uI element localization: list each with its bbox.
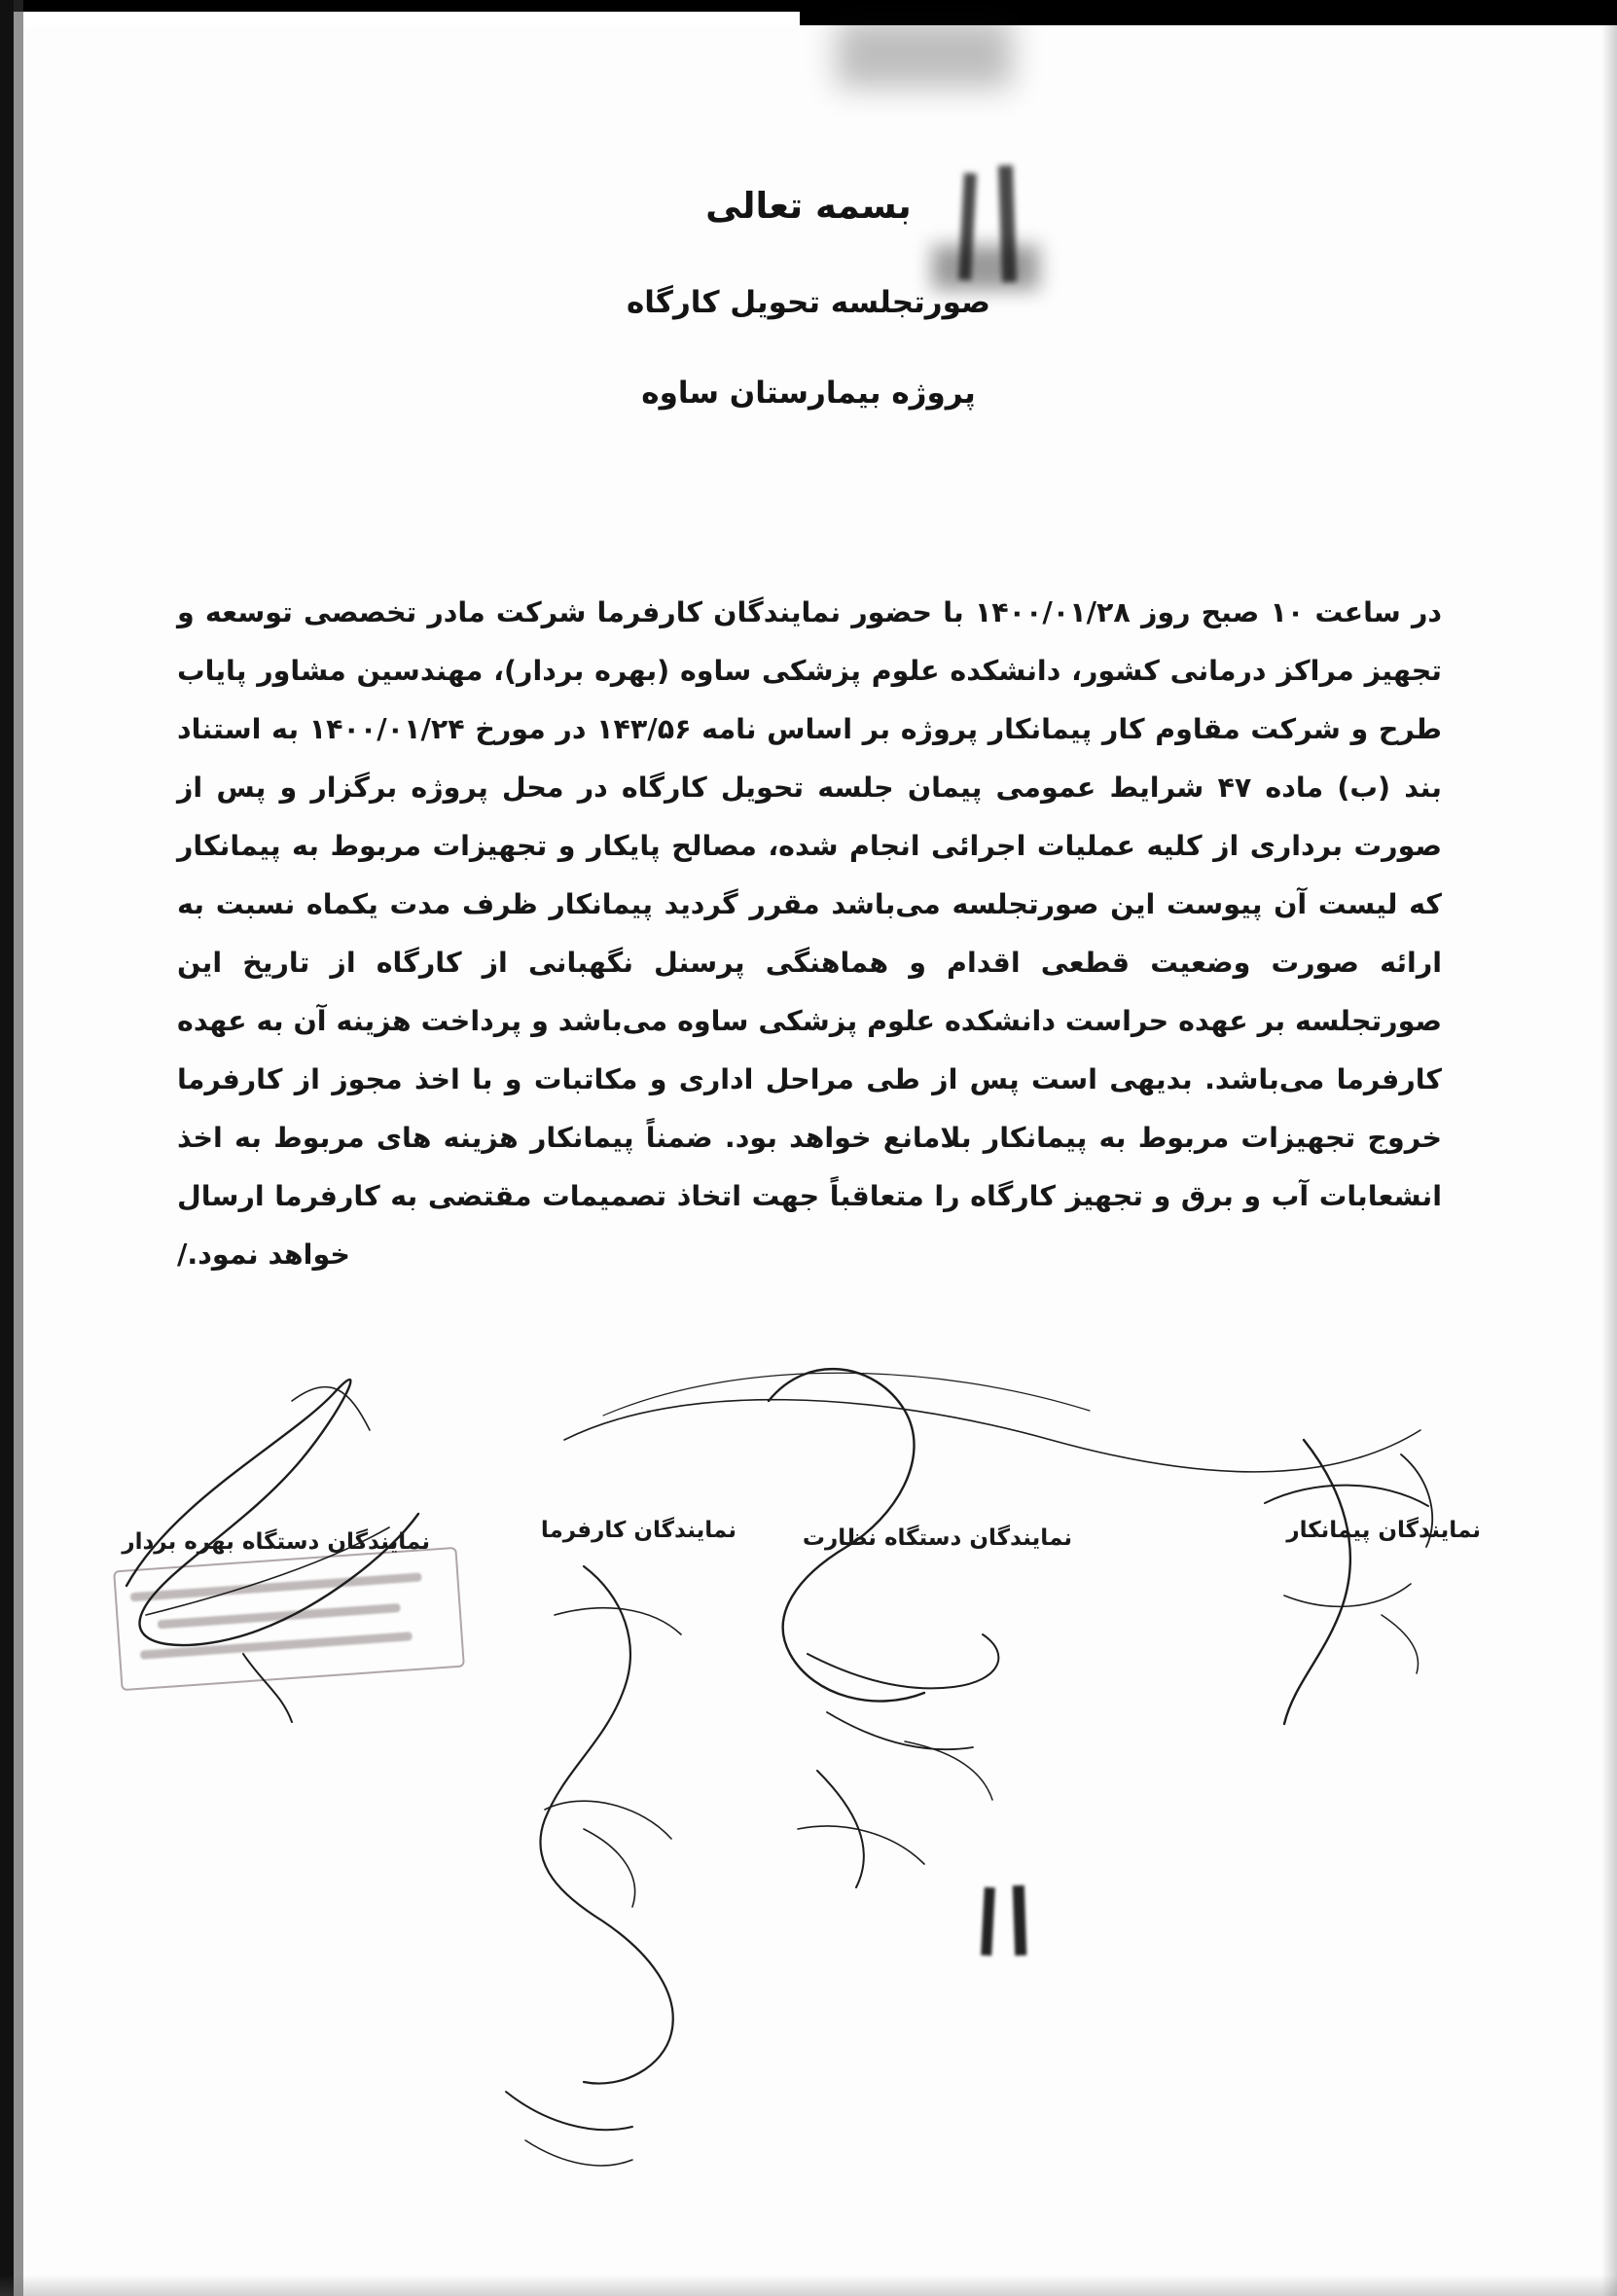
signature-label-employer: نمایندگان کارفرما — [540, 1518, 737, 1543]
stamp-line-1 — [130, 1572, 422, 1601]
signature-label-operator: نمایندگان دستگاه بهره بردار — [122, 1529, 430, 1555]
scan-noise-bottom — [0, 2275, 1617, 2296]
stamp-line-2 — [158, 1603, 401, 1629]
project-subtitle: پروژه بیمارستان ساوه — [641, 376, 976, 411]
body-paragraph: در ساعت ۱۰ صبح روز ۱۴۰۰/۰۱/۲۸ با حضور نمایندگان کارفرما شرکت مادر تخصصی توسعه و تجهیز مراکز درمانی کشور، دانشکده علوم پزشکی ساوه (بهره بردار)، مهندسین مشاور پایاب طرح و شرکت مقاوم کار پیمانکار پروژه بر اساس نامه ۱۴۳/۵۶ در مورخ ۱۴۰۰/۰۱/۲۴ به استناد بند (ب) ماده ۴۷ شرایط عمومی پیمان جلسه تحویل کارگاه در محل پروژه برگزار و پس از صورت برداری از کلیه عملیات اجرائی انجام شده، مصالح پایکار و تجهیزات مربوط به پیمانکار که لیست آن پیوست این صورتجلسه می‌باشد مقرر گردید پیمانکار ظرف مدت یکماه نسبت به ارائه صورت وضعیت قطعی اقدام و هماهنگی پرسنل نگهبانی از کارگاه از تاریخ این صورتجلسه بر عهده حراست دانشکده علوم پزشکی ساوه می‌باشد و پرداخت هزینه آن به عهده کارفرما می‌باشد. بدیهی است پس از طی مراحل اداری و مکاتبات و با اخذ مجوز از کارفرما خروج تجهیزات مربوط به پیمانکار بلامانع خواهد بود. ضمناً پیمانکار هزینه های مربوط به اخذ انشعابات آب و برق و تجهیز کارگاه را متعاقباً جهت اتخاذ تصمیمات مقتضی به کارفرما ارسال خواهد نمود./ — [177, 596, 1443, 1271]
contractor-stamp — [113, 1547, 465, 1691]
document-body — [177, 584, 1442, 1284]
document-heading — [0, 185, 1617, 411]
ink-smudge-top — [837, 19, 1012, 88]
signature-label-contractor: نمایندگان پیمانکار — [1286, 1518, 1481, 1543]
bismillah-line: بسمه تعالی — [705, 185, 912, 227]
signature-label-supervisor: نمایندگان دستگاه نظارت — [802, 1525, 1072, 1551]
stamp-line-3 — [140, 1632, 413, 1660]
ink-mark-bottom-2 — [1013, 1885, 1027, 1955]
page-title: صورتجلسه تحویل کارگاه — [626, 285, 990, 320]
